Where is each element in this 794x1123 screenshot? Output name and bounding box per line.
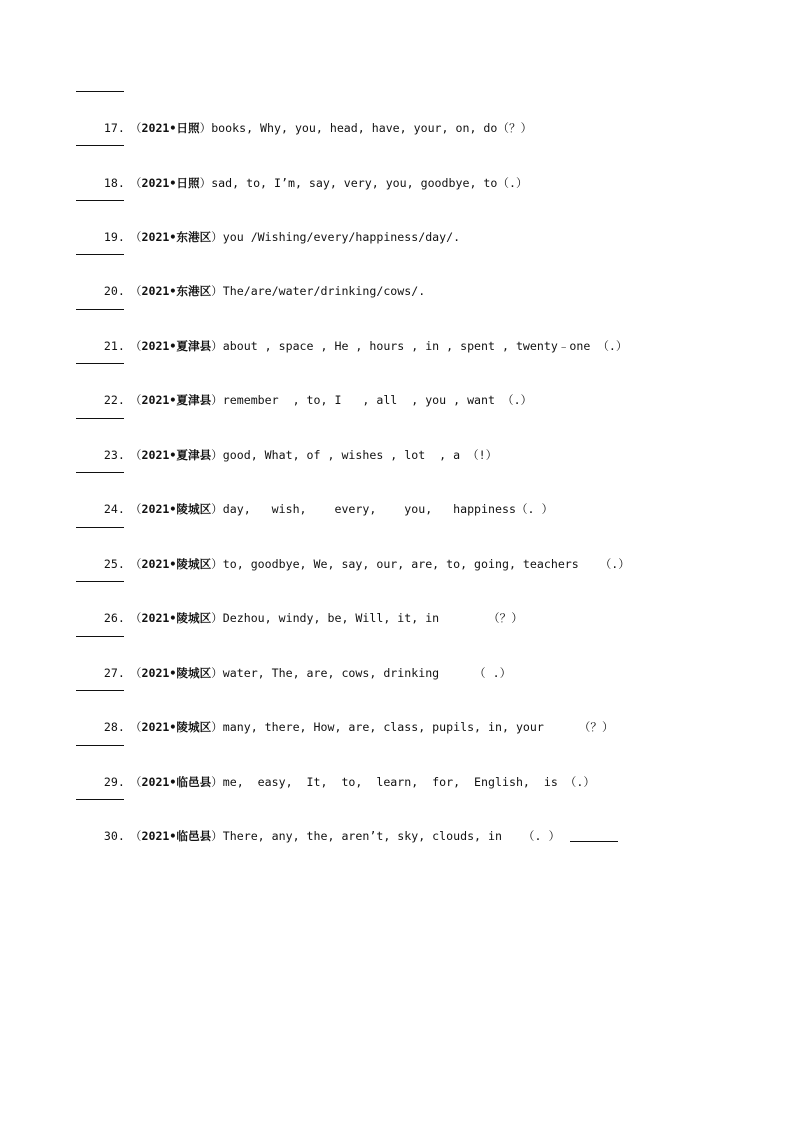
question-source: （2021•夏津县） [129,448,223,462]
question-30 [76,812,618,843]
question-number: 21. [103,339,125,353]
question-source: （2021•临邑县） [129,829,223,843]
question-source: （2021•日照） [129,121,212,135]
question-number: 17. [103,121,125,135]
question-number: 22. [103,393,125,407]
question-number: 30. [103,829,125,843]
question-words: sad, to, I’m, say, very, you, goodbye, to（.） [211,176,528,190]
question-source: （2021•陵城区） [129,502,223,516]
question-source: （2021•日照） [129,176,212,190]
question-number: 29. [103,775,125,789]
question-number: 28. [103,720,125,734]
question-number: 24. [103,502,125,516]
question-source: （2021•夏津县） [129,393,223,407]
question-number: 19. [103,230,125,244]
question-source: （2021•陵城区） [129,557,223,571]
question-23 [76,431,498,462]
answer-blank[interactable] [76,363,124,364]
question-26 [76,594,523,625]
answer-blank[interactable] [76,91,124,92]
question-words: water, The, are, cows, drinking （ .） [222,666,512,680]
question-number: 25. [103,557,125,571]
question-21 [76,322,628,353]
question-20 [76,267,426,298]
question-words: There, any, the, aren’t, sky, clouds, in （. ） [222,829,561,843]
question-source: （2021•陵城区） [129,611,223,625]
question-words: good, What, of , wishes , lot , a （!） [222,448,498,462]
answer-blank[interactable] [76,309,124,310]
question-27 [76,649,512,680]
answer-blank[interactable] [76,745,124,746]
question-24 [76,485,554,516]
answer-blank[interactable] [76,690,124,691]
question-29 [76,758,595,789]
question-25 [76,540,630,571]
answer-blank[interactable] [76,200,124,201]
answer-blank[interactable] [76,581,124,582]
question-words: many, there, How, are, class, pupils, in, your （？） [222,720,614,734]
question-18 [76,159,528,190]
question-source: （2021•夏津县） [129,339,223,353]
question-words: about , space , He , hours , in , spent , twenty﹣one （.） [222,339,628,353]
question-number: 18. [103,176,125,190]
answer-blank-inline[interactable] [570,841,618,842]
question-source: （2021•东港区） [129,230,223,244]
question-source: （2021•临邑县） [129,775,223,789]
answer-blank[interactable] [76,145,124,146]
question-number: 20. [103,284,125,298]
question-19 [76,213,461,244]
answer-blank[interactable] [76,799,124,800]
question-words: to, goodbye, We, say, our, are, to, going, teachers （.） [222,557,630,571]
question-number: 23. [103,448,125,462]
question-source: （2021•东港区） [129,284,223,298]
question-words: me, easy, It, to, learn, for, English, is （.） [222,775,595,789]
answer-blank[interactable] [76,527,124,528]
question-28 [76,703,614,734]
question-22 [76,376,533,407]
answer-blank[interactable] [76,418,124,419]
answer-blank[interactable] [76,472,124,473]
question-source: （2021•陵城区） [129,720,223,734]
question-words: books, Why, you, head, have, your, on, do（？） [211,121,533,135]
answer-blank[interactable] [76,636,124,637]
question-words: day, wish, every, you, happiness（. ） [222,502,554,516]
question-number: 26. [103,611,125,625]
question-words: Dezhou, windy, be, Will, it, in （？） [222,611,523,625]
question-words: you /Wishing/every/happiness/day/. [222,230,461,244]
question-source: （2021•陵城区） [129,666,223,680]
question-words: remember , to, I , all , you , want （.） [222,393,533,407]
question-17 [76,104,533,135]
question-words: The/are/water/drinking/cows/. [222,284,426,298]
answer-blank[interactable] [76,254,124,255]
question-number: 27. [103,666,125,680]
